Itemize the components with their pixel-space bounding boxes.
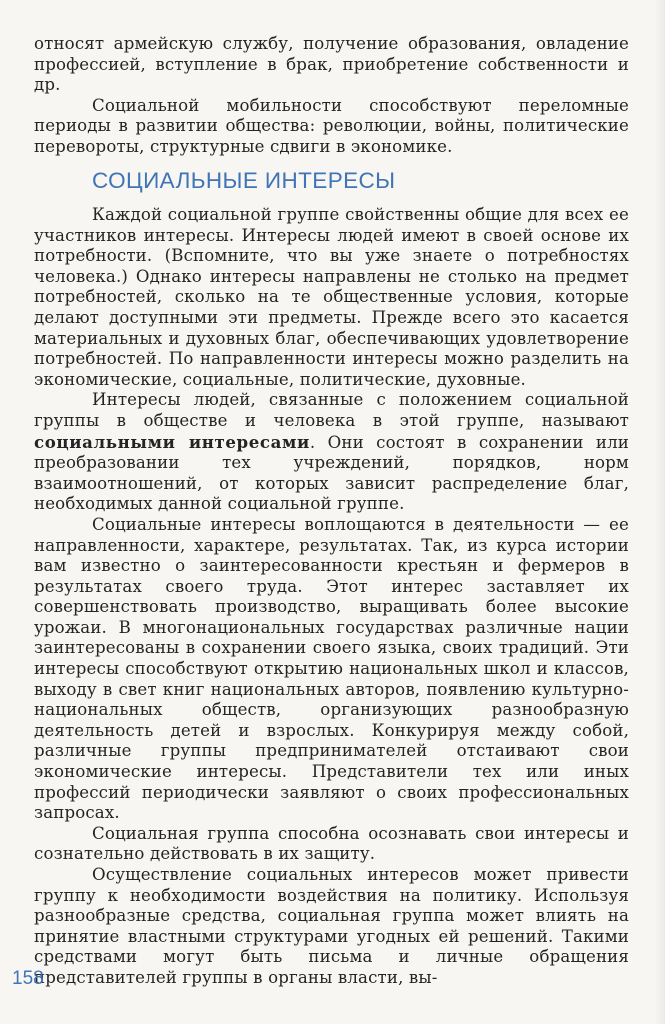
paragraph-social-interests-definition [34,390,629,515]
paragraph-group-awareness: Социальная группа способна осознавать свои интересы и сознательно действовать в их защиту. [34,823,629,864]
paragraph-continuation: относят армейскую службу, получение образования, овладение профессией, вступление в брак, приобретение собственности и др. [34,34,629,95]
continued-text-block [34,34,629,158]
definition-lead-text: Интересы людей, связанные с положением социальной группы в обществе и человека в этой группе, называют [34,390,629,430]
paragraph-influence-politics: Осуществление социальных интересов может привести группу к необходимости воздействия на политику. Используя разнообразные средства, социальная группа может влиять на принятие властными структурами угодных ей решений. Такими средствами могут быть письма и личные обращения представителей группы в органы власти, вы- [34,865,629,987]
paragraph-interests-intro: Каждой социальной группе свойственны общие для всех ее участников интересы. Интересы людей имеют в своей основе их потребности. (Вспомните, что вы уже знаете о потребностях человека.) Однако интересы направлены не столько на предмет потребностей, сколько на те общественные условия, которые делают доступными эти предметы. Прежде всего это касается материальных и духовных благ, обеспечивающих удовлетворение потребностей. По направленности интересы можно разделить на экономические, социальные, политические, духовные. [34,205,629,389]
page-number: 158 [12,968,44,989]
section-body [34,205,629,989]
key-term: социальными интересами [34,431,310,452]
paragraph-social-mobility: Социальной мобильности способствуют переломные периоды в развитии общества: революции, войны, политические перевороты, структурные сдвиги в экономике. [34,95,629,156]
section-heading: СОЦИАЛЬНЫЕ ИНТЕРЕСЫ [92,168,396,193]
paragraph-interests-in-activity: Социальные интересы воплощаются в деятельности — ее направленности, характере, результатах. Так, из курса истории вам известно о заинтересованности крестьян и фермеров в результатах своего труда. Этот интерес заставляет их совершенствовать производство, выращивать более высокие урожаи. В многонациональных государствах различные нации заинтересованы в сохранении своего языка, своих традиций. Эти интересы способствуют открытию национальных школ и классов, выходу в свет книг национальных авторов, появлению культурно-национальных обществ, организующих разнообразную деятельность детей и взрослых. Конкурируя между собой, различные группы предпринимателей отстаивают свои экономические интересы. Представители тех или иных профессий периодически заявляют о своих профессиональных запросах. [34,514,629,823]
definition-tail-text: . Они состоят в сохранении или преобразовании тех учреждений, порядков, норм взаимоотношений, от которых зависит распределение благ, необходимых данной социальной группе. [34,432,629,514]
page-edge-shadow [655,0,665,1024]
